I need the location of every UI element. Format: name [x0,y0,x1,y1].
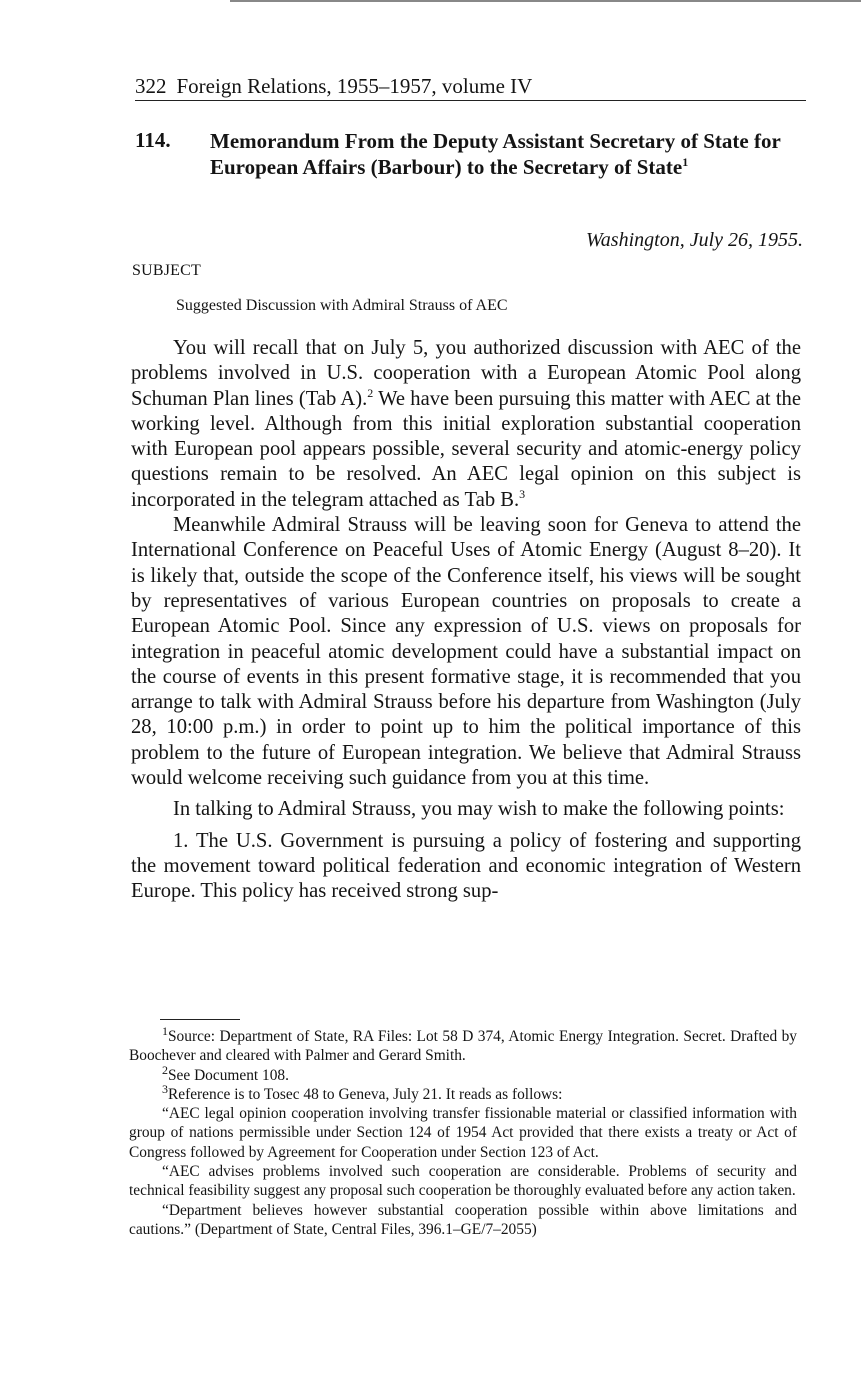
footnotes [129,1023,797,1239]
document-title-text: Memorandum From the Deputy Assistant Secretary of State for European Affairs (Barbour) to the Secretary of State [210,129,781,179]
footnote-2-text: See Document 108. [168,1066,289,1084]
footnote-1-mark: 1 [162,1023,168,1038]
footnote-3-quote-3: “Department believes however substantial cooperation possible within above limitations and cautions.” (Department of State, Central Files, 396.1–GE/7–2055) [129,1201,797,1238]
paragraph-3: In talking to Admiral Strauss, you may wish to make the following points: [173,798,785,821]
paragraph-1-part-a: You will recall that on July 5, you authorized discussion with AEC of the problems involved in U.S. cooperation with a European Atomic Pool along Schuman Plan lines (Tab A). [131,337,801,410]
footnote-2 [129,1062,797,1085]
subject-text: Suggested Discussion with Admiral Strauss of AEC [176,297,508,314]
footnote-separator [160,1019,240,1020]
memo-body [131,336,801,905]
footnote-1 [129,1023,797,1066]
footnote-ref-1[interactable]: 1 [682,155,689,169]
paragraph-2: Meanwhile Admiral Strauss will be leaving soon for Geneva to attend the International Conference on Peaceful Uses of Atomic Energy (August 8–20). It is likely that, outside the scope of the Conference itself, his views will be sought by representatives of various European countries on proposals to create a European Atomic Pool. Since any expression of U.S. views on proposals for integration in peaceful atomic development could have a substantial impact on the course of events in this present formative stage, it is recommended that you arrange to talk with Admiral Strauss before his departure from Washington (July 28, 10:00 p.m.) in order to point up to him the political importance of this problem to the future of European integration. We believe that Admiral Strauss would welcome receiving such guidance from you at this time. [131,514,801,790]
footnote-2-mark: 2 [162,1062,168,1077]
footnote-ref-2[interactable]: 2 [367,385,374,400]
page-number: 322 [135,74,167,98]
document-number: 114. [135,128,171,152]
footnote-3 [129,1081,797,1104]
footnote-3-quote-1: “AEC legal opinion cooperation involving transfer fissionable material or classified information with group of nations permissible under Section 124 of 1954 Act provided that there exists a treaty or Act of Congress followed by Agreement for Cooperation under Section 123 of Act. [129,1105,797,1161]
footnote-ref-3[interactable]: 3 [519,486,526,501]
footnote-3-text: Reference is to Tosec 48 to Geneva, July 21. It reads as follows: [168,1085,563,1103]
paragraph-point-1: 1. The U.S. Government is pursuing a policy of fostering and supporting the movement toward political federation and economic integration of Western Europe. This policy has received strong sup- [131,829,801,903]
footnote-3-quote-2: “AEC advises problems involved such cooperation are considerable. Problems of security and technical feasibility suggest any proposal such cooperation be thoroughly evaluated before any action taken. [129,1163,797,1200]
series-title: Foreign Relations, 1955–1957, volume IV [176,74,533,98]
dateline: Washington, July 26, 1955. [585,229,803,251]
document-title [210,128,806,180]
paragraph-1 [131,336,801,513]
document-heading [135,128,806,180]
footnote-3-mark: 3 [162,1081,168,1096]
subject-label: SUBJECT [132,262,201,279]
footnote-1-text: Source: Department of State, RA Files: Lot 58 D 374, Atomic Energy Integration. Secret. Drafted by Boochever and cleared with Palmer and Gerard Smith. [129,1028,797,1065]
top-edge-rule [230,0,861,2]
paragraph-1-part-b: We have been pursuing this matter with AEC at the working level. Although from this initial exploration substantial cooperation with European pool appears possible, several security and atomic-energy policy questions remain to be resolved. An AEC legal opinion on this subject is incorporated in the telegram attached as Tab B. [131,387,801,511]
running-head [135,74,806,101]
